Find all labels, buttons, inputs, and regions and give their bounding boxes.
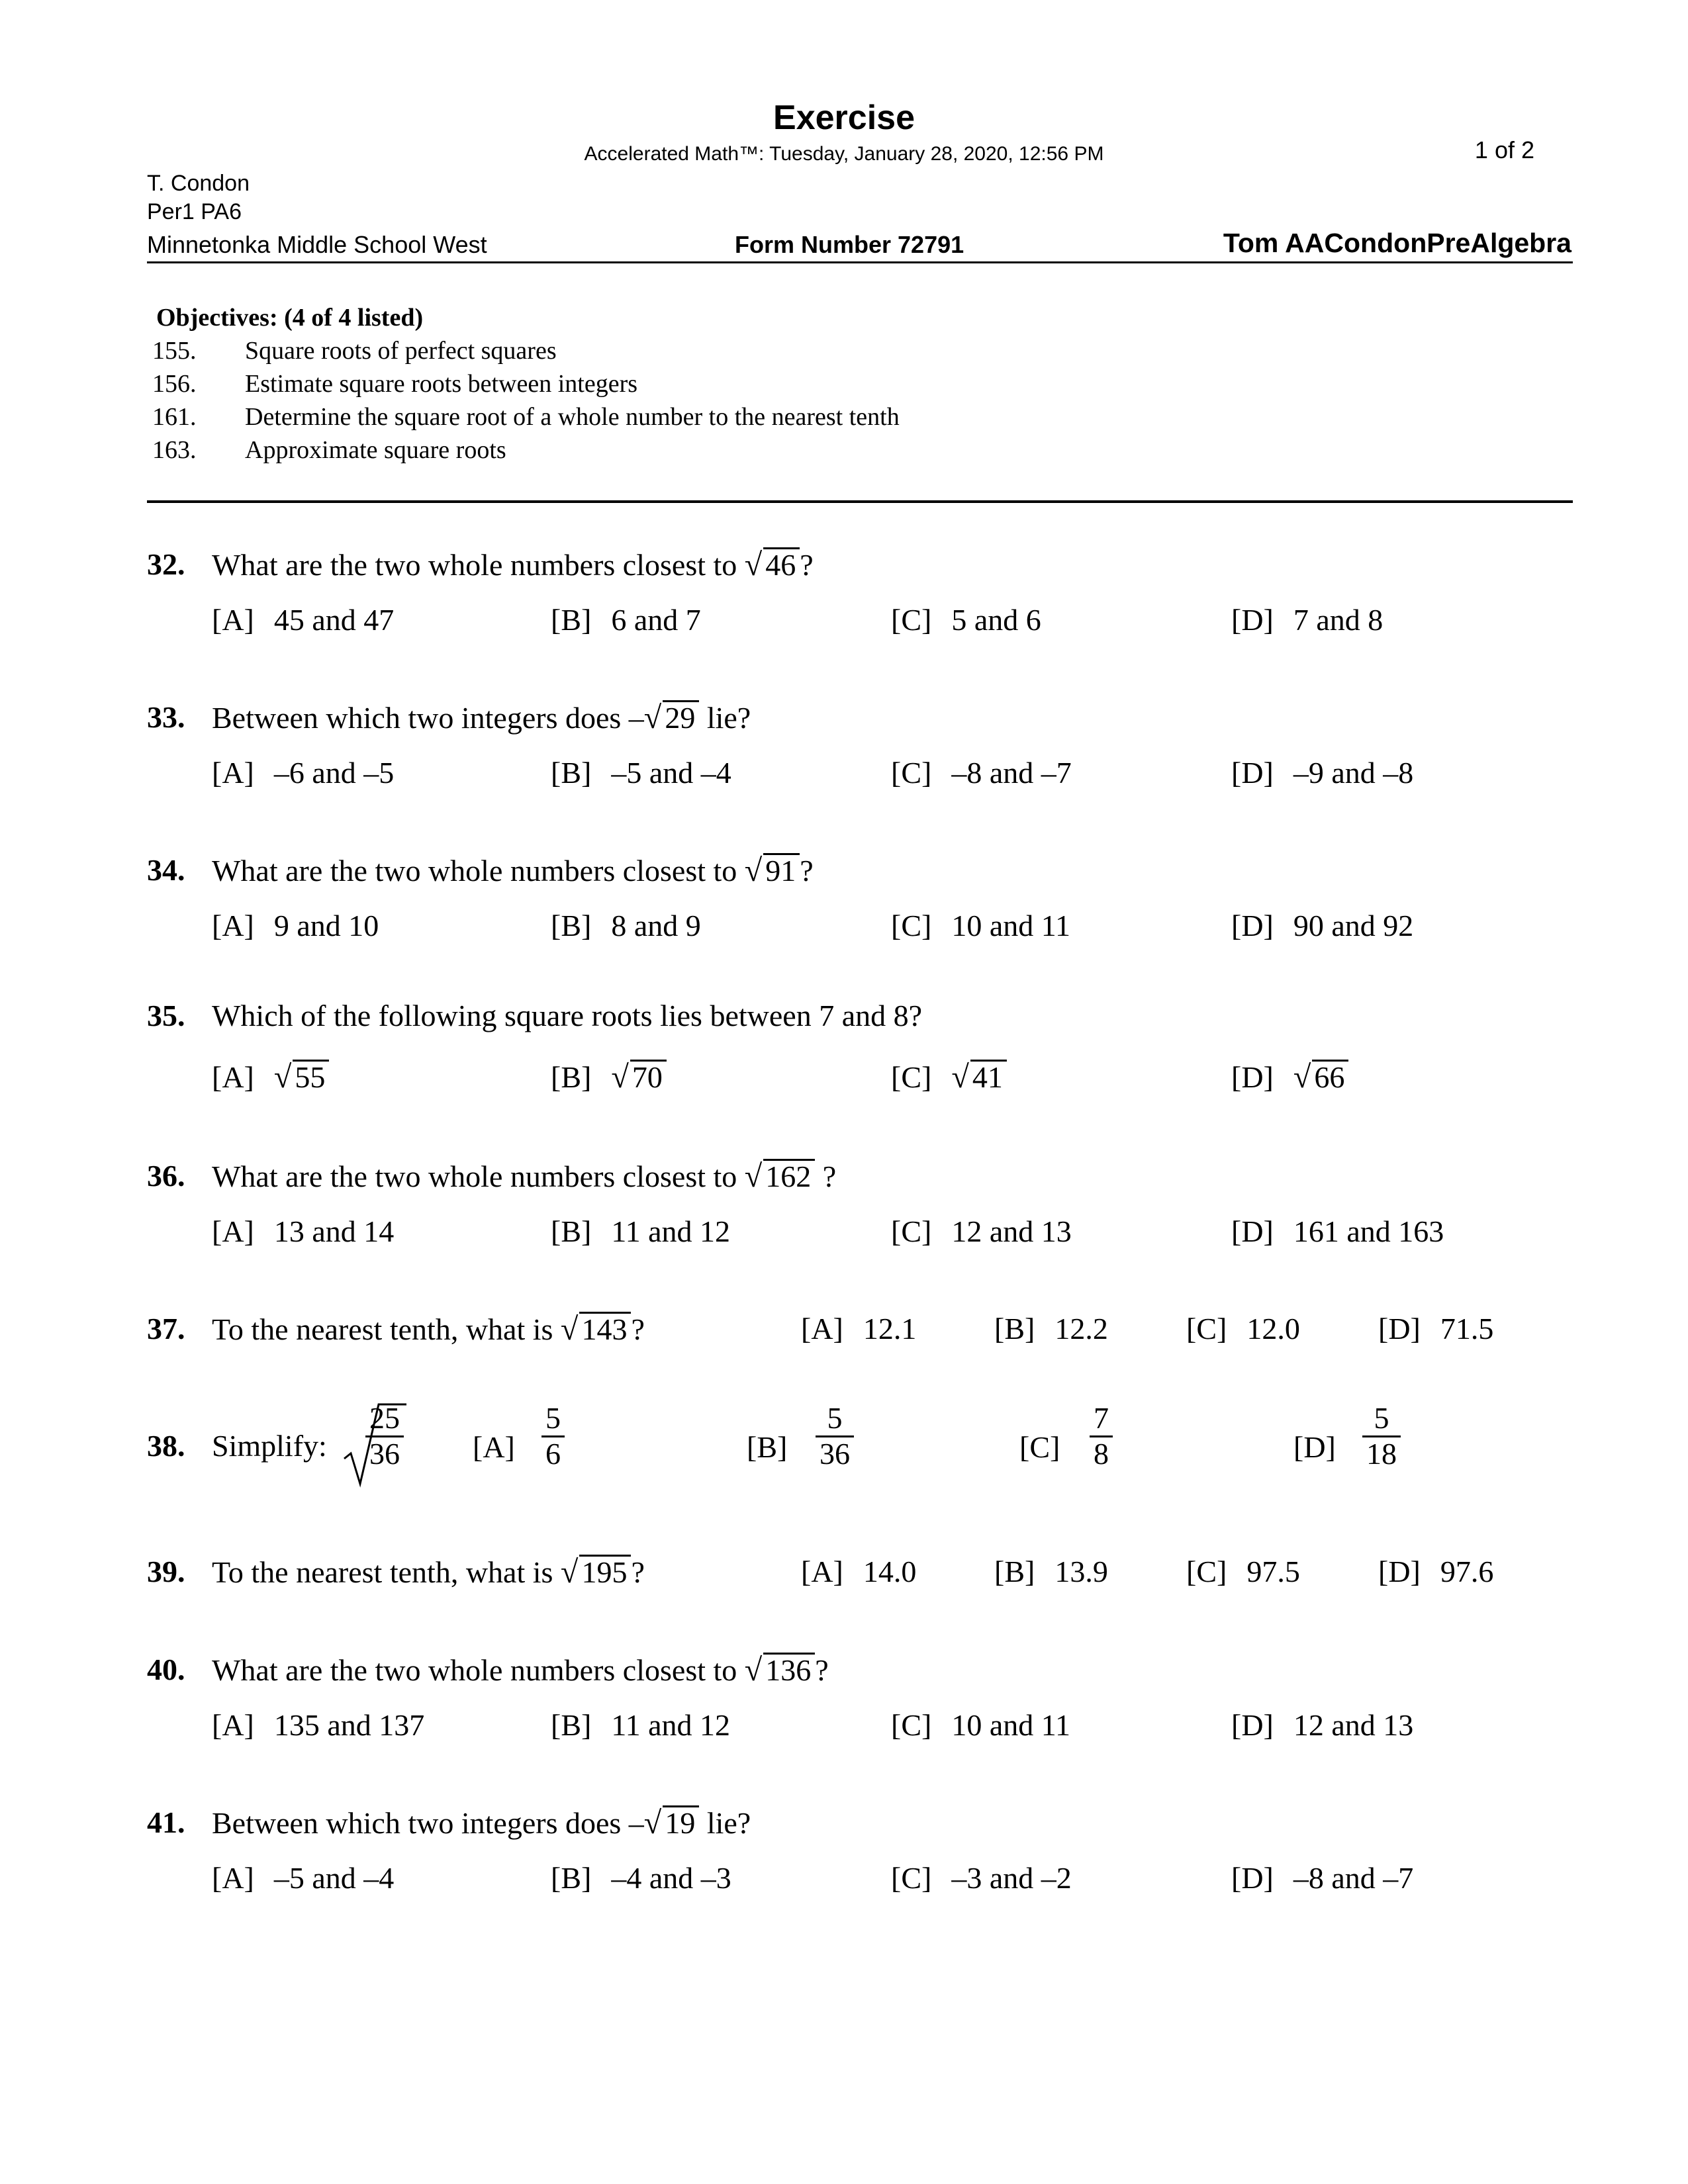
square-root: √ 55 — [274, 1059, 330, 1095]
question-suffix: ? — [800, 548, 814, 582]
square-root: √ 91 — [745, 852, 800, 889]
radicand: 143 — [579, 1312, 631, 1345]
option-label: [B] — [994, 1555, 1035, 1588]
class-name: Per1 PA6 — [147, 199, 242, 224]
question-suffix: ? — [631, 1555, 645, 1589]
option-c[interactable] — [891, 1059, 1007, 1095]
form-number: Form Number 72791 — [735, 231, 964, 258]
option-label: [C] — [891, 1214, 932, 1248]
option-value: 13 and 14 — [273, 1214, 395, 1248]
option-label: [D] — [1378, 1555, 1421, 1588]
square-root: √ 162 — [745, 1158, 816, 1195]
option-a[interactable] — [212, 1059, 329, 1095]
option-value: 12 and 13 — [1293, 1708, 1414, 1742]
option-label: [A] — [801, 1555, 843, 1588]
minus-sign: – — [628, 1806, 644, 1840]
objective-text: Square roots of perfect squares — [245, 337, 557, 365]
option-d[interactable] — [1231, 1214, 1444, 1249]
option-c[interactable] — [891, 602, 1041, 637]
question-prompt: Which of the following square roots lies between 7 and 8? — [212, 999, 923, 1032]
question-prompt: What are the two whole numbers closest to — [212, 548, 737, 582]
question-number: 39. — [147, 1555, 185, 1588]
objective-text: Determine the square root of a whole number to the nearest tenth — [245, 403, 900, 431]
option-b[interactable] — [994, 1554, 1108, 1589]
option-d[interactable] — [1231, 908, 1413, 943]
square-root: √ 29 — [644, 700, 700, 736]
option-value: 11 and 12 — [611, 1708, 731, 1742]
radicand: 66 — [1312, 1060, 1348, 1093]
option-d[interactable] — [1231, 1860, 1413, 1895]
option-label: [B] — [551, 1861, 592, 1895]
minus-sign: – — [628, 701, 644, 735]
question-suffix: ? — [800, 854, 814, 887]
question-prompt: Between which two integers does — [212, 1806, 622, 1840]
option-label: [D] — [1231, 1214, 1274, 1248]
option-b[interactable] — [551, 1214, 730, 1249]
option-label: [C] — [891, 1060, 932, 1094]
option-label: [C] — [891, 756, 932, 790]
option-value: 10 and 11 — [951, 909, 1071, 942]
option-label: [A] — [212, 1214, 254, 1248]
question-text — [212, 1311, 645, 1347]
fraction-denominator: 18 — [1366, 1436, 1397, 1471]
option-c[interactable] — [1186, 1554, 1300, 1589]
question-prompt: What are the two whole numbers closest to — [212, 1160, 737, 1193]
option-value: –5 and –4 — [611, 756, 731, 790]
objective-number: 163. — [152, 436, 197, 464]
fraction-numerator: 5 — [1362, 1402, 1401, 1437]
option-c[interactable] — [891, 908, 1070, 943]
question-number: 37. — [147, 1312, 185, 1345]
square-root: √ 70 — [611, 1059, 667, 1095]
question-prompt: What are the two whole numbers closest to — [212, 1653, 737, 1687]
option-c[interactable] — [891, 1707, 1070, 1743]
option-value: 5 and 6 — [951, 603, 1041, 637]
question-suffix: ? — [815, 1653, 829, 1687]
radicand: 91 — [763, 853, 800, 887]
option-c[interactable] — [891, 1214, 1072, 1249]
option-value: 12.0 — [1246, 1312, 1300, 1345]
radicand: 136 — [763, 1653, 815, 1686]
option-d-fraction[interactable] — [1362, 1402, 1401, 1471]
square-root: √ 46 — [745, 547, 800, 583]
option-value: 8 and 9 — [611, 909, 701, 942]
square-root: √ 66 — [1293, 1059, 1349, 1095]
option-b[interactable] — [551, 1707, 730, 1743]
question-number: 36. — [147, 1159, 185, 1193]
square-root: √ 19 — [644, 1805, 700, 1841]
fraction-denominator: 6 — [545, 1436, 561, 1471]
option-a[interactable] — [212, 602, 394, 637]
option-a[interactable] — [212, 1707, 424, 1743]
option-label: [C] — [1186, 1312, 1227, 1345]
question-number: 34. — [147, 853, 185, 887]
option-value: 12.2 — [1055, 1312, 1108, 1345]
option-label: [D] — [1231, 1060, 1274, 1094]
question-prompt: Between which two integers does — [212, 701, 622, 735]
square-root: √ 143 — [561, 1311, 632, 1347]
radicand: 46 — [763, 547, 800, 581]
radicand: 162 — [763, 1159, 815, 1193]
option-value: 161 and 163 — [1293, 1214, 1444, 1248]
option-c[interactable] — [1186, 1311, 1300, 1346]
student-name: Tom AACondonPreAlgebra — [1223, 228, 1571, 258]
option-value: 10 and 11 — [951, 1708, 1071, 1742]
objectives-heading: Objectives: (4 of 4 listed) — [156, 304, 424, 332]
fraction-denominator: 36 — [820, 1436, 850, 1471]
option-a-label[interactable]: [A] — [473, 1430, 515, 1464]
question-suffix: lie? — [706, 1806, 751, 1840]
option-label: [D] — [1231, 1861, 1274, 1895]
question-suffix: lie? — [706, 701, 751, 735]
option-label: [B] — [551, 1060, 592, 1094]
option-label: [A] — [212, 756, 254, 790]
fraction-numerator: 25 — [365, 1402, 404, 1437]
question-prompt: To the nearest tenth, what is — [212, 1555, 553, 1589]
option-label: [B] — [551, 756, 592, 790]
option-value: –9 and –8 — [1293, 756, 1414, 790]
question-prompt: To the nearest tenth, what is — [212, 1312, 553, 1346]
option-label: [D] — [1378, 1312, 1421, 1345]
question-text — [212, 1652, 829, 1688]
option-label: [C] — [891, 603, 932, 637]
radicand: 19 — [663, 1805, 699, 1839]
fraction-denominator: 8 — [1094, 1436, 1109, 1471]
option-b[interactable] — [994, 1311, 1108, 1346]
option-b[interactable] — [551, 602, 701, 637]
option-c[interactable] — [891, 755, 1072, 790]
question-number: 38. — [147, 1429, 185, 1463]
question-prompt: What are the two whole numbers closest to — [212, 854, 737, 887]
radicand: 41 — [970, 1060, 1007, 1093]
fraction-denominator: 36 — [369, 1436, 400, 1471]
question-number: 41. — [147, 1805, 185, 1839]
radicand: 55 — [293, 1060, 329, 1093]
option-value: –5 and –4 — [273, 1861, 395, 1895]
objectives-divider — [147, 500, 1573, 503]
question-text — [212, 700, 751, 736]
option-label: [B] — [551, 1708, 592, 1742]
option-value: 6 and 7 — [611, 603, 701, 637]
objective-text: Estimate square roots between integers — [245, 370, 638, 398]
fraction-numerator: 5 — [541, 1402, 565, 1437]
option-value: –8 and –7 — [1293, 1861, 1414, 1895]
option-label: [C] — [1186, 1555, 1227, 1588]
objective-number: 156. — [152, 370, 197, 398]
option-value: –4 and –3 — [611, 1861, 731, 1895]
option-label: [C] — [891, 1708, 932, 1742]
objective-number: 155. — [152, 337, 197, 365]
option-d[interactable] — [1378, 1554, 1493, 1589]
option-d-label[interactable]: [D] — [1293, 1430, 1336, 1464]
question-number: 33. — [147, 700, 185, 734]
option-value: 7 and 8 — [1293, 603, 1383, 637]
option-b[interactable] — [551, 1059, 667, 1095]
option-a[interactable] — [212, 1214, 394, 1249]
option-b[interactable] — [551, 755, 731, 790]
option-label: [D] — [1231, 1708, 1274, 1742]
option-a[interactable] — [212, 1860, 394, 1895]
option-value: 14.0 — [863, 1555, 917, 1588]
option-b-label[interactable]: [B] — [747, 1430, 788, 1464]
question-suffix: ? — [822, 1160, 837, 1193]
header-divider — [147, 261, 1573, 263]
question-number: 35. — [147, 999, 185, 1032]
radicand: 70 — [630, 1060, 667, 1093]
objective-text: Approximate square roots — [245, 436, 506, 464]
radicand-fraction — [365, 1402, 404, 1471]
option-label: [C] — [891, 909, 932, 942]
option-c[interactable] — [891, 1860, 1072, 1895]
page-subtitle: Accelerated Math™: Tuesday, January 28, 2020, 12:56 PM — [584, 143, 1104, 165]
question-text — [212, 852, 814, 889]
option-b[interactable] — [551, 908, 701, 943]
option-d[interactable] — [1231, 1707, 1413, 1743]
option-label: [A] — [212, 909, 254, 942]
question-text — [212, 1158, 836, 1195]
question-number: 40. — [147, 1653, 185, 1686]
option-label: [D] — [1231, 756, 1274, 790]
option-value: 45 and 47 — [273, 603, 395, 637]
option-b[interactable] — [551, 1860, 731, 1895]
question-text — [212, 547, 814, 583]
option-label: [B] — [551, 603, 592, 637]
fraction-numerator: 5 — [816, 1402, 854, 1437]
question-text — [212, 1554, 645, 1590]
option-label: [A] — [212, 1060, 254, 1094]
option-label: [B] — [551, 909, 592, 942]
page-title: Exercise — [773, 99, 915, 137]
option-label: [C] — [891, 1861, 932, 1895]
radicand: 29 — [663, 700, 699, 734]
option-value: 12 and 13 — [951, 1214, 1072, 1248]
option-a[interactable] — [801, 1311, 916, 1346]
option-c-label[interactable]: [C] — [1019, 1430, 1060, 1464]
question-suffix: ? — [631, 1312, 645, 1346]
option-label: [A] — [212, 603, 254, 637]
option-value: 135 and 137 — [273, 1708, 425, 1742]
option-value: 13.9 — [1055, 1555, 1108, 1588]
option-a[interactable] — [212, 755, 394, 790]
square-root: √ 41 — [951, 1059, 1007, 1095]
school-name: Minnetonka Middle School West — [147, 231, 487, 258]
option-value: –3 and –2 — [951, 1861, 1072, 1895]
option-value: –8 and –7 — [951, 756, 1072, 790]
option-label: [A] — [212, 1708, 254, 1742]
page-number: 1 of 2 — [1474, 136, 1534, 163]
option-value: –6 and –5 — [273, 756, 395, 790]
option-label: [D] — [1231, 603, 1274, 637]
option-label: [A] — [801, 1312, 843, 1345]
option-a-fraction[interactable] — [541, 1402, 565, 1471]
fraction-numerator: 7 — [1090, 1402, 1113, 1437]
option-label: [B] — [551, 1214, 592, 1248]
square-root: √ 195 — [561, 1554, 632, 1590]
question-prompt: Simplify: — [212, 1429, 327, 1463]
option-value: 11 and 12 — [611, 1214, 731, 1248]
option-value: 9 and 10 — [273, 909, 379, 942]
option-value: 97.5 — [1246, 1555, 1300, 1588]
option-value: 12.1 — [863, 1312, 917, 1345]
option-value: 97.6 — [1440, 1555, 1494, 1588]
option-a[interactable] — [801, 1554, 916, 1589]
teacher-name: T. Condon — [147, 171, 250, 196]
option-d[interactable] — [1231, 1059, 1348, 1095]
radicand: 195 — [579, 1555, 631, 1588]
objective-number: 161. — [152, 403, 197, 431]
option-label: [D] — [1231, 909, 1274, 942]
option-d[interactable] — [1231, 602, 1383, 637]
option-d[interactable] — [1378, 1311, 1493, 1346]
square-root: √ 136 — [745, 1652, 816, 1688]
option-d[interactable] — [1231, 755, 1413, 790]
option-value: 71.5 — [1440, 1312, 1494, 1345]
option-label: [A] — [212, 1861, 254, 1895]
option-label: [B] — [994, 1312, 1035, 1345]
option-a[interactable] — [212, 908, 379, 943]
question-number: 32. — [147, 547, 185, 581]
option-c-fraction[interactable] — [1090, 1402, 1113, 1471]
question-text — [212, 1805, 751, 1841]
option-value: 90 and 92 — [1293, 909, 1414, 942]
option-b-fraction[interactable] — [816, 1402, 854, 1471]
